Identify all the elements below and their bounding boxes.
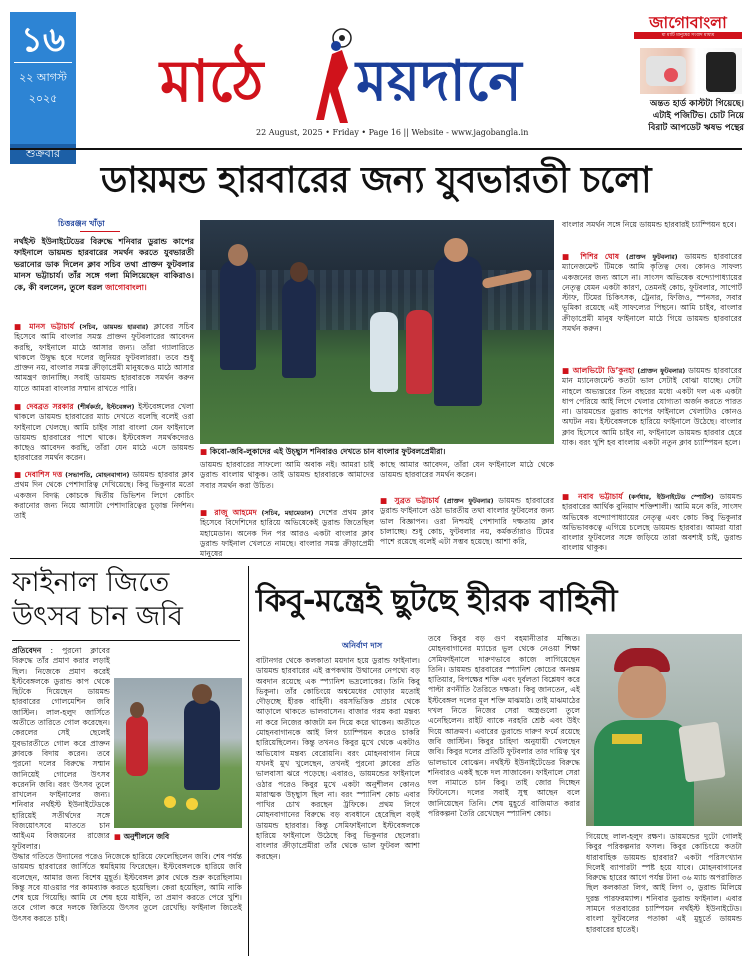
quote-shishir-text: ডায়মন্ড হারবারের ম্যানেজমেন্ট টিমকে আমি কৃতিত্ব দেব। কোনও সাফল্য একজনের জন্য আসে না। সাংসদ অভিষেক বন্দ্যোপাধ্যায়ের নেতৃত্ব যেমন একটা কারণ, তেমনই কোচ, ফুটবলার, সাপোর্ট স্টাফ, টিমের চিকিৎসক, ট্রেনার, ফিজিও, স্পনসর, সবার ভূমিকা রয়েছে এই সাফল্যের পিছনে। আমি চাইব, বাংলার ক্রীড়াপ্রেমী মানুষ ফাইনালে মাঠে গিয়ে ডায়মন্ড হারবারের সমর্থন করুন।: [562, 252, 742, 334]
quote-subrata-name: সুব্রত ভট্টাচার্য: [394, 496, 439, 505]
quote-subrata: [380, 496, 554, 552]
left-story-cont: উদ্ধার গতিতে উদ্যানের পরেও নিজেকে হারিয়ে ফেলেছিলেন জবি। শেষ পর্যন্ত ডায়মন্ড হারবারের জার্সিতে স্বমহিমায় ফিরেছেন। ইস্টবেঙ্গলকে হারিয়ে জবি বলেছেন, আমার জন্য বিশেষ মুহূর্ত। ইস্টবেঙ্গল ক্লাব থেকে শুরু করেছিলাম। কিন্তু সবে যাওয়ার পর কামব্যাক করতে হয়েছিল। কেরা হয়েছিল, আমি নাকি শেষ হয়ে গিয়েছি। আমি যে শেষ হয়ে যাইনি, তা প্রমাণ করতে পেরে খুশি। তবে গোল করে দলকে জিতিয়ে উৎসব তুলে রেখেছি। ফাইনাল জিতেই উৎসব করতে চাই।: [12, 852, 242, 923]
quote-debashis-name: দেবাশিস দত্ত: [24, 470, 63, 479]
quote-alvito: [562, 366, 742, 484]
quote-shishir-icon: ■: [562, 252, 574, 261]
brand-tagline: মা মাটি মানুষের সংবাদ মাধ্যম: [634, 32, 742, 39]
football-player-icon: [312, 28, 362, 128]
left-story-lead-label: প্রতিবেদন: [12, 646, 42, 655]
quote-manas-text: ক্লাবের সচিব হিসেবে আমি বাংলার সমস্ত প্রাক্তন ফুটবলারের আবেদন করছি, ফাইনালে মাঠে আসার জন্য। তাঁরা গ্যালারিতে থাকলে উদ্বুদ্ধ হবে দলের জুনিয়র ফুটবলাররা। তবে শুধু প্রাক্তন নয়, বাংলার সমস্ত ক্রীড়াপ্রেমী মানুষকেও মাঠে আসার আমন্ত্রণ জানাচ্ছি। সবাই ডায়মন্ড হারবারকে সমর্থন করুন যাতে আমরা বাংলার সম্মান রাখতে পারি।: [14, 322, 195, 393]
quote-nabab-name: নবাব ভট্টাচার্য: [578, 492, 623, 501]
right-story-byline: অনির্বাণ দাস: [342, 641, 383, 650]
quote-debabrata-role: (শীর্ষকর্তা, ইস্টবেঙ্গল): [77, 403, 135, 411]
quote-raju-role: (সচিব, মহামেডান): [261, 509, 314, 517]
quote-shishir: [562, 252, 742, 360]
coach-photo: [586, 634, 742, 826]
section-rule: [10, 558, 742, 559]
quote-subrata-role: (প্রাক্তন ফুটবলার): [443, 497, 494, 505]
quote-debabrata-name: দেবব্রত সরকার: [26, 402, 74, 411]
brand-name: জাগোবাংলা: [649, 13, 727, 32]
left-headline-line-2: উৎসব চান জবি: [12, 601, 183, 632]
quote-manas-name: মানস ভট্টাচার্য: [29, 322, 75, 331]
right-story-col1: বাটানগর থেকে কলকাতা ময়দান হয়ে ডুরান্ড ফাইনাল। ডায়মন্ড হারবারের এই রূপকথায় উত্থানের নেপথ্যে বড় অবদান রয়েছে এক স্প্যানিশ ভদ্রলোকের। তিনি কিবু ভিকুনা। তাঁর কোচিংয়ে অশ্বমেধের ঘোড়ার মতোই দৌড়চ্ছে হীরক বাহিনী। বয়সভিত্তিক প্রচার থেকে আড়ালে থাকতে ভালবাসেন। বাজার গরম করা মন্তব্য না করে নিজের কাজটা মন দিয়ে করে থাকেন। অতীতে মোহনবাগানকে আই লিগ চ্যাম্পিয়ন করেও চাকরি হারিয়েছিলেন। কিন্তু তখনও কিবুর মুখে থেকে একটাও অভিযোগ মন্তব্য বেরোয়নি। বরং মোহনবাগান নিয়ে যখনই মুখ খুলেছেন, তখনই পুরনো ক্লাবের প্রতি ভালবাসা ঝরে পড়েছে। এবারও, ডায়মন্ডের ফাইনালে ওঠার পরেও কিবুর মুখে একটা অনুশীলন কোনও মারাত্মক উচ্ছ্বাস ছিল না। বরং স্প্যানিশ কোচ এবার পাখির চোখ করছেন ট্রফিকে। প্রথম লিগে মোহনবাগানের বিরুদ্ধে বড় ব্যবধানে হেরেছিল বড়ই ডায়মন্ড হারবার। কিন্তু সেমিফাইনালে ইস্টবেঙ্গলকে হারিয়ে ফাইনালে উঠেছে কিবু ভিকুনার ছেলেরা। বাংলার ক্রীড়াপ্রেমীরা তাঁর থেকে ভাল ফুটবল আশা করছেন।: [256, 656, 420, 861]
quote-alvito-name: আলভিটো ডি’কুনহা: [572, 366, 635, 375]
ad-photo: [640, 48, 742, 94]
lead-intro-text: নর্থইস্ট ইউনাইটেডের বিরুদ্ধে শনিবার ডুরান্ড কাপের ফাইনালে ডায়মন্ড হারবারের সমর্থন করতে যুবভারতী ভরানোর ডাক দিলেন ক্লাব সচিব তথা প্রাক্তন ফুটবলার মানস ভট্টাচার্য। তাঁর সঙ্গে গলা মিলিয়েছেন বাকিরাও। কে, কী বললেন, তুলে ধরল: [14, 237, 194, 292]
caption-marker: ■: [200, 447, 208, 456]
lead-headline: ডায়মন্ড হারবারের জন্য যুবভারতী চলো: [100, 160, 652, 201]
date-day: ২২ আগস্ট: [19, 71, 67, 84]
quote-debashis-role: (সভাপতি, মোহনবাগান): [65, 471, 130, 479]
left-story-headline: [12, 566, 240, 634]
lead-byline-rule: [80, 231, 120, 232]
left-story-rule: [12, 640, 240, 641]
quote-alvito-text: ডায়মন্ড হারবারের মান ম্যানেজমেন্ট কতটা ভাল সেটাই বোঝা যাচ্ছে। সেটা নাহলে অভ্যন্তরের তিন বছরের মধ্যে একটা দল এক একটা ধাপ পেরিয়ে আই লিগে খেলার যোগ্যতা অর্জন করতে পারত না। ডায়মন্ডের ডুরান্ড কাপের ফাইনালে খেলাটাও কোনও অঘটন নয়। ইস্টবেঙ্গলকে হারিয়ে ফাইনালে উঠেছে। বাংলার ক্লাব হিসেবে আমি চাইব না, ফাইনালে ডায়মন্ড হারবার হেরে যাক। বরং খুশি হব বাংলায় একটা নতুন ক্লাব চ্যাম্পিয়ন হলে।: [562, 366, 742, 448]
lead-intro-brand: জাগোবাংলা।: [105, 282, 147, 292]
quote-raju-text: দেশের প্রথম ক্লাব হিসেবে বিদেশিদের হারিয়ে অভিষেকেই ডুরান্ড জিতেছিল মহামেডান। অনেক দিন পর আরও একটা বাংলার ক্লাব ডুরান্ড ফাইনাল খেলতে নামছে। বাংলার সমস্ত ক্রীড়াপ্রেমী মানুষের: [200, 508, 374, 559]
quote-alvito-icon: ■: [562, 366, 570, 375]
ad-line-1: অন্তত হার্ড কাস্টটা গিয়েছে।: [650, 99, 744, 109]
quote-debabrata-icon: ■: [14, 402, 23, 411]
quote-nabab-role: (কর্ণধার, ইউনাইটেড স্পোর্টস): [628, 493, 714, 501]
quote-nabab: [562, 492, 742, 554]
title-left: মাঠে: [160, 47, 264, 115]
left-caption-marker: ■: [114, 832, 121, 841]
right-story-col3-bottom: গিয়েছে লাল-হলুদ রক্ষণ। ডায়মন্ডের দুটো গোলই কিবুর পরিকল্পনার ফসল। কিবুর কোচিংয়ে কতটা ধারাবাহিক ডায়মন্ড হারবার? একটা পরিসংখ্যান দিলেই ব্যাপারটা স্পষ্ট হয়ে যাবে। মোহনবাগানের বিরুদ্ধে হারের আগে পর্যন্ত টানা ৩৬ ম্যাচ অপরাজিত ছিল কলকাতা লিগ, আই লিগ ৩, ডুরান্ড মিলিয়ে দুরন্ত পারফরম্যান্স। শনিবার ডুরান্ড ফাইনাল। এবার সামনে গতবারের চ্যাম্পিয়ন নর্থইস্ট ইউনাইটেড। বাংলা ফুটবলের পতাকা এই মুহূর্তে ডায়মন্ড হারবারের হাতেই।: [586, 832, 742, 934]
left-headline-line-1: ফাইনাল জিতে: [12, 567, 170, 598]
vertical-rule: [248, 566, 249, 956]
quote-manas-role: (সচিব, ডায়মন্ড হারবার): [79, 323, 149, 331]
quote-raju: [200, 508, 374, 559]
quote-subrata-text: ডায়মন্ড হারবারের ডুরান্ড ফাইনালে ওঠা ভারতীয় তথা বাংলার ফুটবলের জন্য ভাল বিজ্ঞাপন। ওরা নিশ্চয়ই পেশাদারি দক্ষতায় ক্লাব চালাচ্ছে। শুধু কোচ, ফুটবলার নয়, কর্মকর্তারাও টিমের পাশে রয়েছে বলেই এটা সম্ভব হয়েছে। আশা করি,: [380, 496, 554, 547]
mid-text-1: ডায়মন্ড হারবারের সাফল্যে আমি অবাক নই। আমরা চাই ডুরান্ড বাংলায় থাকুক। তাই ডায়মন্ড হারবারকে আমাদের সবার সমর্থন করা উচিত।: [200, 460, 374, 490]
page-number: ১৬: [14, 12, 72, 63]
right-col-top: বাংলার সমর্থন সঙ্গে নিয়ে ডায়মন্ড হারবারই চ্যাম্পিয়ন হবে।: [562, 220, 737, 229]
ad-line-2: এটাই পজিটিভ। চোট নিয়ে: [652, 111, 744, 121]
mid-text-2: কাছে আমার আবেদন, তাঁরা যেন ফাইনালে মাঠে থেকে ডায়মন্ড হারবারের সমর্থন করেন।: [380, 460, 554, 480]
left-story-lead: প্রতিবেদন : পুরনো ক্লাবের বিরুদ্ধে তাঁর প্রমাণ করার লড়াই ছিল। নিজেকে প্রমাণ করেই ইস্টবেঙ্গলকে ডুরান্ড কাপ থেকে ছিটকে দিয়েছেন ডায়মন্ড হারবারের গোলমেশিন জবি জাস্টিন। লাল-হলুদ জার্সিতে অতীতে তারিতে গোল করেছেন। কেরলের সেই ছেলেই যুবভারতীতে গোল করে প্রাক্তন ক্লাবকে বিদায় করেন। তবে পুরনো দলের বিরুদ্ধে সম্মান জানিয়েই গোলের উৎসব করেননি জবি। বরং উৎসব তুলে রাখলেন ফাইনালের জন্য। শনিবার নর্থইস্ট ইউনাইটেডকে হারিয়েই সতীর্থদের সঙ্গে বিজয়োৎসবে মাততে চান আইএম বিজয়নের রাজ্যের ফুটবলার।: [12, 646, 110, 851]
quote-alvito-role: (প্রাক্তন ফুটবলার): [637, 367, 686, 375]
lead-photo: [200, 220, 554, 444]
quote-subrata-icon: ■: [380, 496, 390, 505]
right-story-headline: কিবু-মন্ত্রেই ছুটছে হীরক বাহিনী: [256, 583, 617, 619]
left-story-photo-caption: [114, 832, 242, 844]
quote-debabrata-text: ইস্টবেঙ্গলের খেলা থাকলে ডায়মন্ড হারবারের ম্যাচ দেখতে বলেছি বলেই ওরা ফাইনালে খেলছে। আমি চাইব সারা বাংলা যেন ফাইনালে ডায়মন্ড হারবারের পাশে থাকে। ইস্টবেঙ্গল সমর্থকদেরও কাছেও আবেদন করছি, তাঁরা যেন মাঠে এসে ডায়মন্ড হারবারের সমর্থন করেন।: [14, 402, 194, 463]
left-story-lead-text: পুরনো ক্লাবের বিরুদ্ধে তাঁর প্রমাণ করার লড়াই ছিল। নিজেকে প্রমাণ করেই ইস্টবেঙ্গলকে ডুরান্ড কাপ থেকে ছিটকে দিয়েছেন ডায়মন্ড হারবারের গোলমেশিন জবি জাস্টিন। লাল-হলুদ জার্সিতে অতীতে তারিতে গোল করেছেন। কেরলের সেই ছেলেই যুবভারতীতে গোল করে প্রাক্তন ক্লাবকে বিদায় করেন। তবে পুরনো দলের বিরুদ্ধে সম্মান জানিয়েই গোলের উৎসব করেননি জবি। বরং উৎসব তুলে রাখলেন ফাইনালের জন্য। শনিবার নর্থইস্ট ইউনাইটেডকে হারিয়েই সতীর্থদের সঙ্গে বিজয়োৎসবে মাততে চান আইএম বিজয়নের রাজ্যের ফুটবলার।: [12, 646, 110, 851]
left-story-photo: [114, 678, 242, 828]
section-title: [160, 28, 600, 128]
lead-byline: চিত্তরঞ্জন খাঁড়া: [58, 219, 105, 228]
dateline: 22 August, 2025 • Friday • Page 16 || Website - www.jagobangla.in: [256, 128, 529, 137]
lead-photo-caption: [200, 446, 554, 457]
quote-nabab-text: ডায়মন্ড হারবারের আর্থিক বুনিয়াদ শক্তিশালী। আমি মনে করি, সাংসদ অভিষেক বন্দ্যোপাধ্যায়ের নেতৃত্ব এবং কোচ কিবু ভিকুনার অভিভাবকত্বে এগিয়ে চলেছে ডায়মন্ড হারবার। আমরা যারা বাংলার ফুটবলের সঙ্গে জড়িয়ে তারা অবশ্যই চাই, ডুরান্ড বাংলায় থাকুক।: [562, 492, 743, 553]
weekday: শুক্রবার: [10, 144, 76, 164]
quote-nabab-icon: ■: [562, 492, 573, 501]
quote-debashis-icon: ■: [14, 470, 22, 479]
right-story-col2: তবে কিবুর বড় গুণ বহমানীতার মজ্জিত। মোহনবাগানের ম্যাচের ভুল থেকে নেওয়া শিক্ষা সেমিফাইনালে দারুণভাবে কাজে লাগিয়েছেন তিনি। ডায়মন্ড হারবারের স্প্যানিশ কোচের অনন্তম হাতিয়ার, বিপক্ষের শক্তি এবং দুর্বলতা বিশ্লেষণ করে পাল্টা রণনীতি তৈরিতে দক্ষতা। কিবু জানতেন, এই ইস্টবেঙ্গল দলের মূল শক্তি মাঝমাঠ। তাই মাঝমাঠের দখল নিতে নিজের সেরা অস্ত্রগুলো তুলে এনেছিলেন। রাইট ব্যাকে নরহরি শ্রেষ্ঠ এবং উইং দিয়ে আক্রমণ। এবারের ডুরান্ডে দারুণ ফর্মে রয়েছে জবি জাস্টিন। কিবুর চাহিদা অনুযায়ী খেলছেন জবি। কিবুর দলের প্রতিটি ফুটবলার তার দায়িত্ব খুব ভালভাবে বোঝেন। নর্থইস্ট ইউনাইটেডের বিরুদ্ধে শনিবারও একই ছকে দল সাজাবেন। ফাইনালে সেরা দল নামাতে চান কিবু। তাই জোর দিচ্ছেন ফিটনেসে। দলের সবাই সুস্থ আছেন বলে জানিয়েছেন তিনি। শেষ মুহূর্তে বাজিমাত করার পরিকল্পনা তৈরি রেখেছেন স্প্যানিশ কোচ।: [428, 634, 580, 819]
quote-debashis: [14, 470, 194, 552]
date-year: ২০২৫: [28, 92, 58, 105]
quote-manas: [14, 322, 194, 398]
quote-debashis-text: ডায়মন্ড হারবার ক্লাব প্রথম দিন থেকে পেশাদারিত্ব দেখিয়েছে। কিবু ভিকুনার মতো একজন বিদগ্ধ কোচকে দ্বিতীয় ডিভিশন লিগে কোচিং করানোর জন্য নিয়ে আসাটা পেশাদারিত্বের চূড়ান্ত নির্দশন। তাই: [14, 470, 194, 521]
ad-text: [622, 98, 744, 134]
quote-manas-icon: ■: [14, 322, 25, 331]
top-rule: [10, 148, 742, 150]
title-right: ময়দানে: [356, 48, 522, 114]
quote-debabrata: [14, 402, 194, 466]
lead-photo-caption-text: কিবো-জবি-লুকাদের এই উচ্ছ্বাস শনিবারও দেখতে চান বাংলার ফুটবলপ্রেমীরা।: [209, 447, 446, 456]
quote-shishir-role: (প্রাক্তন ফুটবলার): [625, 253, 678, 261]
quote-raju-icon: ■: [200, 508, 210, 517]
ad-line-3: বিরাট আপডেট ঋষভ পন্থের: [648, 123, 744, 133]
quote-shishir-name: শিশির ঘোষ: [580, 252, 620, 261]
page-number-box: [10, 12, 76, 164]
left-story-photo-caption-text: অনুশীলনে জবি: [123, 832, 170, 841]
lead-intro: [14, 236, 194, 304]
quote-raju-name: রাজু আহমেদ: [214, 508, 257, 517]
brand-logo: [634, 14, 742, 39]
